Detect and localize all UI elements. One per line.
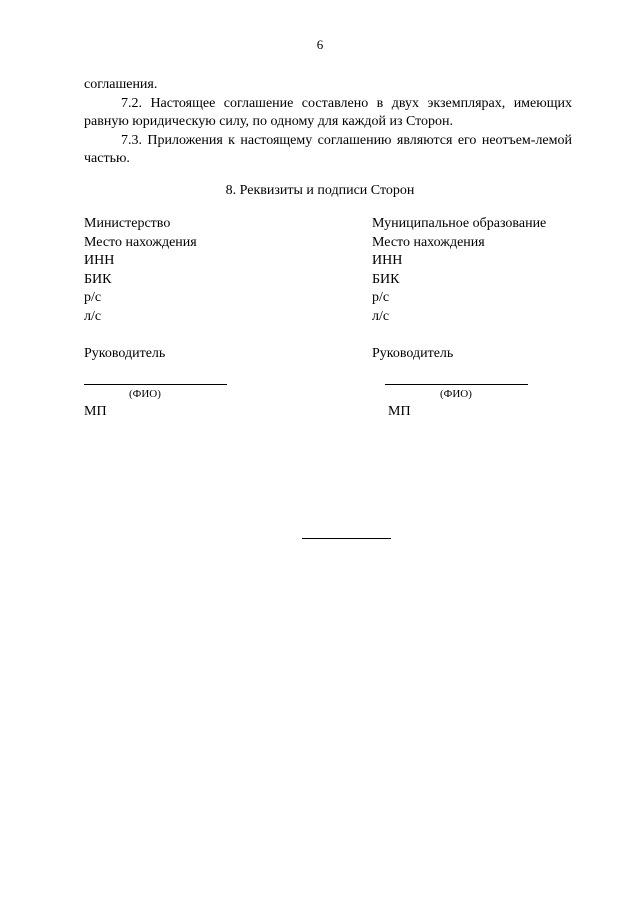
head-label: Руководитель <box>372 345 454 361</box>
bik-label: БИК <box>372 271 400 287</box>
section-7-text <box>84 76 572 169</box>
bik-label: БИК <box>84 271 112 287</box>
ls-label: л/с <box>84 308 102 324</box>
spacer <box>372 326 546 345</box>
location-label: Место нахождения <box>372 234 485 250</box>
paragraph-7-2: 7.2. Настоящее соглашение составлено в двух экземплярах, имеющих равную юридическую силу, по одному для каждой из Сторон. <box>84 95 572 129</box>
inn-label: ИНН <box>84 253 115 268</box>
paragraph-continuation: соглашения. <box>84 77 158 92</box>
inn-label: ИНН <box>372 253 403 268</box>
fio-caption-ministry: (ФИО) <box>129 388 161 400</box>
party-ministry-details <box>84 215 197 363</box>
signature-line-municipality <box>385 384 528 385</box>
section-8-title: 8. Реквизиты и подписи Сторон <box>225 183 415 198</box>
party-municipality-details <box>372 215 546 363</box>
page-number: 6 <box>316 37 324 52</box>
rs-label: р/с <box>84 290 102 305</box>
party-name: Министерство <box>84 216 171 231</box>
paragraph-7-3: 7.3. Приложения к настоящему соглашению являются его неотъем-лемой частью. <box>84 132 572 166</box>
fio-caption-municipality: (ФИО) <box>440 388 472 400</box>
stamp-place-ministry: МП <box>84 404 107 419</box>
head-label: Руководитель <box>84 345 166 361</box>
rs-label: р/с <box>372 290 390 305</box>
stamp-place-municipality: МП <box>388 404 411 419</box>
end-of-document-rule <box>302 538 391 539</box>
spacer <box>84 326 197 345</box>
signature-line-ministry <box>84 384 227 385</box>
ls-label: л/с <box>372 308 390 324</box>
party-name: Муниципальное образование <box>372 216 547 231</box>
location-label: Место нахождения <box>84 234 197 250</box>
